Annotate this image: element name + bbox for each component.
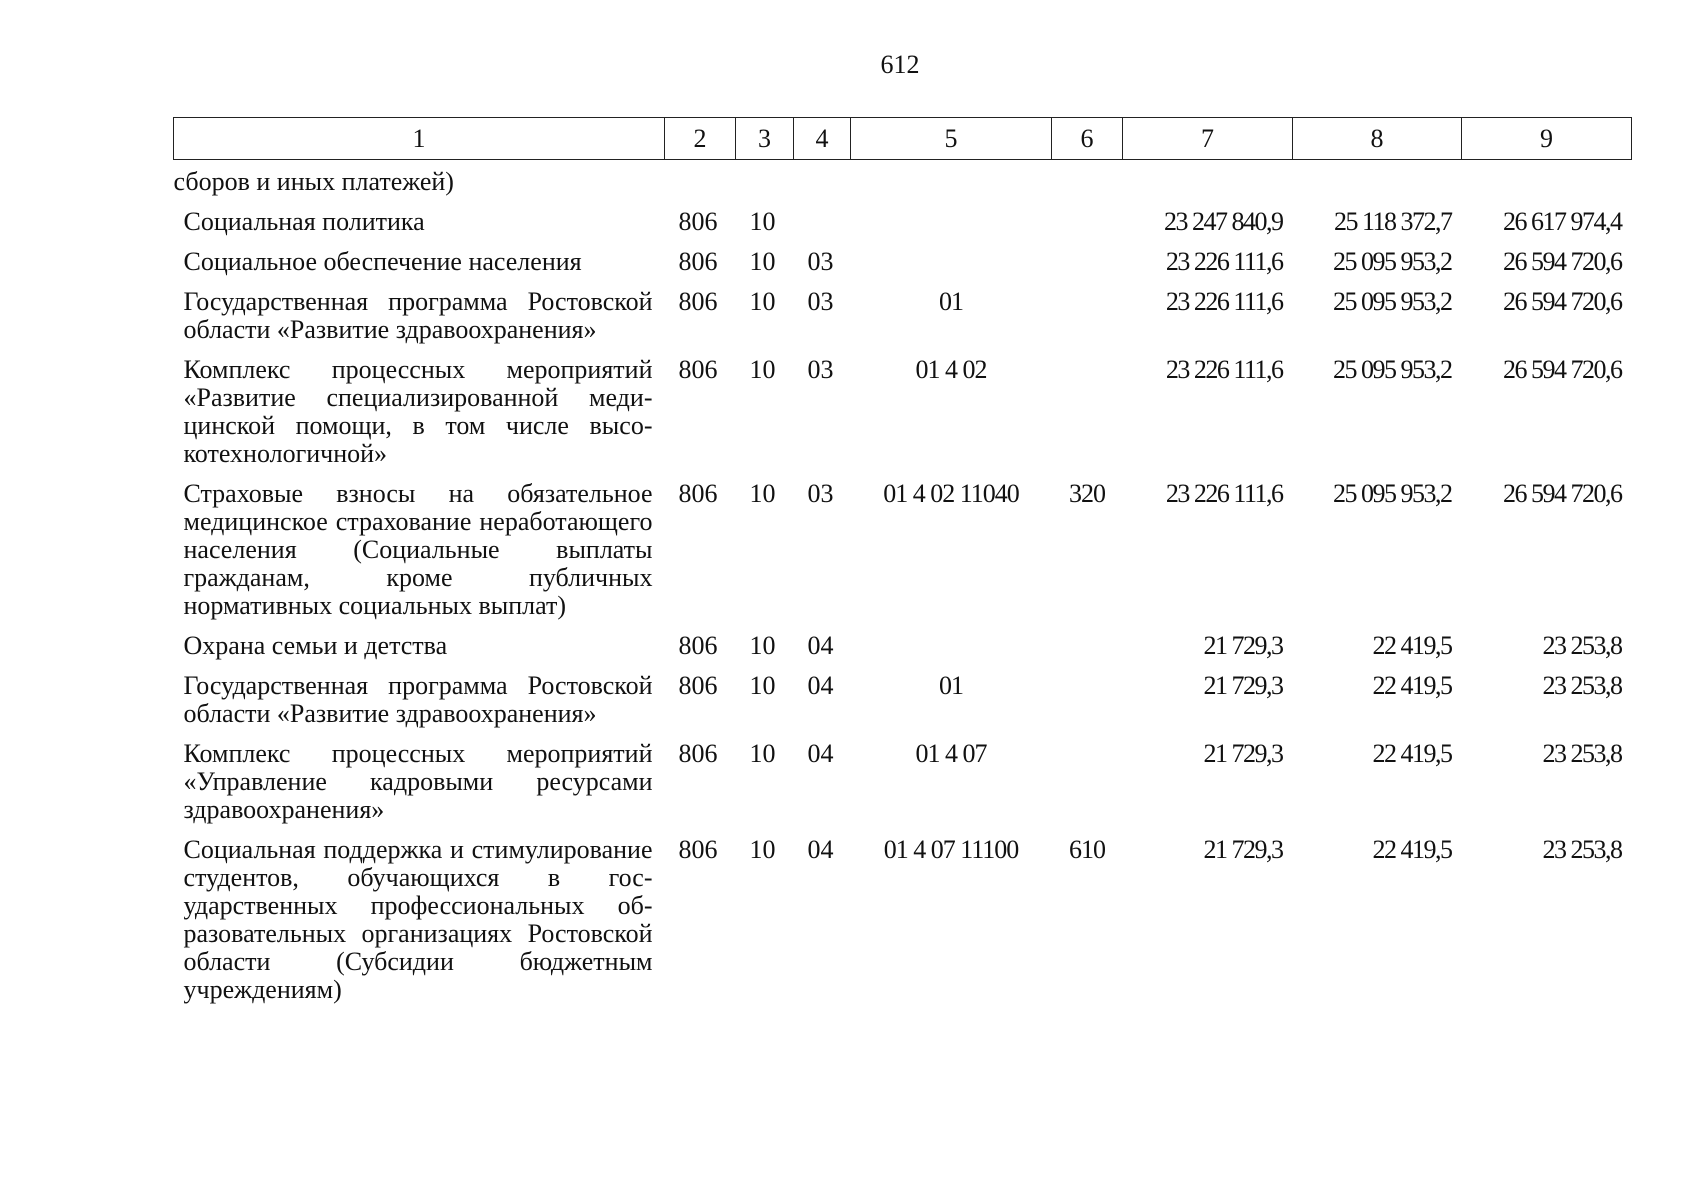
row-expense-type: [1052, 356, 1123, 480]
row-value-year2: 25 095 953,2: [1333, 355, 1452, 384]
row-ministry-code: 806: [678, 739, 718, 768]
row-ministry-code: 806: [678, 355, 718, 384]
row-value-year2: 25 095 953,2: [1333, 247, 1452, 276]
row-expense-type: [1052, 288, 1123, 356]
row-ministry-code: 806: [678, 835, 718, 864]
row-target-article: [851, 160, 1052, 209]
row-value-year3: 23 253,8: [1542, 631, 1622, 660]
row-value-year3: 23 253,8: [1542, 835, 1622, 864]
table-row: [174, 836, 1632, 1016]
row-value-year1: [1123, 160, 1293, 209]
row-value-year2: 22 419,5: [1372, 671, 1452, 700]
table-row: [174, 288, 1632, 356]
row-target-article: [851, 208, 1052, 248]
row-value-year1: 21 729,3: [1203, 631, 1283, 660]
table-row: [174, 208, 1632, 248]
column-header-4: 4: [794, 118, 851, 160]
row-value-year2: [1293, 160, 1462, 209]
row-expense-type: [1052, 248, 1123, 288]
row-value-year1: 23 247 840,9: [1164, 207, 1283, 236]
row-value-year3: 23 253,8: [1542, 671, 1622, 700]
row-section-code: 10: [749, 479, 776, 508]
column-header-9: 9: [1462, 118, 1632, 160]
row-subsection-code: 03: [807, 479, 834, 508]
row-value-year3: 26 594 720,6: [1503, 247, 1622, 276]
row-value-year1: 23 226 111,6: [1165, 287, 1283, 316]
row-subsection-code: [794, 208, 851, 248]
column-header-8: 8: [1293, 118, 1462, 160]
row-value-year3: 26 594 720,6: [1503, 479, 1622, 508]
row-value-year1: 23 226 111,6: [1165, 355, 1283, 384]
row-value-year1: 23 226 111,6: [1165, 247, 1283, 276]
row-ministry-code: 806: [678, 207, 718, 236]
row-ministry-code: 806: [678, 479, 718, 508]
row-name: Комплекс процессных мероприятий «Развитие специализированной медицинской помощи, в том числе высокотехнологичной»: [183, 355, 653, 468]
row-value-year3: 26 617 974,4: [1503, 207, 1622, 236]
column-header-6: 6: [1052, 118, 1123, 160]
row-value-year2: 25 118 372,7: [1333, 207, 1452, 236]
row-subsection-code: 04: [807, 739, 834, 768]
budget-table: [173, 117, 1632, 1016]
row-subsection-code: 04: [807, 631, 834, 660]
row-target-article: 01: [939, 287, 963, 316]
row-target-article: 01 4 02: [915, 355, 987, 384]
column-header-1: 1: [174, 118, 665, 160]
page-number: 612: [880, 50, 920, 79]
row-name: Социальная политика: [183, 207, 425, 236]
row-subsection-code: [794, 160, 851, 209]
row-expense-type: [1052, 632, 1123, 672]
row-value-year3: 23 253,8: [1542, 739, 1622, 768]
row-expense-type: [1052, 160, 1123, 209]
table-row: [174, 632, 1632, 672]
row-name: Социальная поддержка и стимулирование студентов, обучающихся в государственных профессиональных образовательных организациях Ростовской области (Субсидии бюджетным учреждениям): [183, 835, 653, 1004]
row-value-year1: 23 226 111,6: [1165, 479, 1283, 508]
row-value-year1: 21 729,3: [1203, 671, 1283, 700]
table-row: [174, 248, 1632, 288]
row-expense-type: 610: [1069, 835, 1105, 864]
row-name: Охрана семьи и детства: [183, 631, 448, 660]
row-subsection-code: 03: [807, 287, 834, 316]
row-ministry-code: 806: [678, 671, 718, 700]
row-target-article: [851, 248, 1052, 288]
table-row: [174, 160, 1632, 209]
row-ministry-code: 806: [678, 247, 718, 276]
row-expense-type: [1052, 740, 1123, 836]
row-value-year1: 21 729,3: [1203, 739, 1283, 768]
row-section-code: 10: [749, 355, 776, 384]
row-section-code: 10: [749, 631, 776, 660]
row-ministry-code: 806: [678, 631, 718, 660]
table-row: [174, 672, 1632, 740]
row-subsection-code: 04: [807, 835, 834, 864]
row-section-code: 10: [749, 207, 776, 236]
row-value-year2: 22 419,5: [1372, 631, 1452, 660]
column-header-5: 5: [851, 118, 1052, 160]
row-expense-type: [1052, 672, 1123, 740]
column-header-2: 2: [665, 118, 736, 160]
row-target-article: [851, 632, 1052, 672]
row-subsection-code: 04: [807, 671, 834, 700]
row-name: Комплекс процессных мероприятий «Управление кадровыми ресурсами здравоохранения»: [183, 739, 653, 824]
row-ministry-code: [665, 160, 736, 209]
row-value-year3: [1462, 160, 1632, 209]
row-name: Страховые взносы на обязательное медицинское страхование неработающего населения (Социальные выплаты гражданам, кроме публичных нормативных социальных выплат): [183, 479, 653, 620]
row-value-year2: 22 419,5: [1372, 835, 1452, 864]
table-row: [174, 740, 1632, 836]
row-section-code: 10: [749, 739, 776, 768]
table-row: [174, 480, 1632, 632]
row-value-year1: 21 729,3: [1203, 835, 1283, 864]
column-header-7: 7: [1123, 118, 1293, 160]
row-value-year3: 26 594 720,6: [1503, 355, 1622, 384]
row-ministry-code: 806: [678, 287, 718, 316]
row-section-code: 10: [749, 671, 776, 700]
row-section-code: [736, 160, 794, 209]
row-target-article: 01 4 02 11040: [883, 479, 1019, 508]
table-row: [174, 356, 1632, 480]
table-header-row: [174, 118, 1632, 160]
row-section-code: 10: [749, 835, 776, 864]
row-subsection-code: 03: [807, 355, 834, 384]
row-name: Социальное обеспечение населения: [183, 247, 582, 276]
row-name: Государственная программа Ростовской области «Развитие здравоохранения»: [183, 671, 653, 728]
row-subsection-code: 03: [807, 247, 834, 276]
row-value-year2: 22 419,5: [1372, 739, 1452, 768]
row-section-code: 10: [749, 287, 776, 316]
column-header-3: 3: [736, 118, 794, 160]
row-value-year2: 25 095 953,2: [1333, 287, 1452, 316]
row-value-year2: 25 095 953,2: [1333, 479, 1452, 508]
row-name: сборов и иных платежей): [173, 167, 454, 196]
row-target-article: 01 4 07 11100: [883, 835, 1019, 864]
row-target-article: 01 4 07: [915, 739, 987, 768]
row-value-year3: 26 594 720,6: [1503, 287, 1622, 316]
row-name: Государственная программа Ростовской области «Развитие здравоохранения»: [183, 287, 653, 344]
row-target-article: 01: [939, 671, 963, 700]
row-expense-type: 320: [1069, 479, 1105, 508]
row-expense-type: [1052, 208, 1123, 248]
row-section-code: 10: [749, 247, 776, 276]
